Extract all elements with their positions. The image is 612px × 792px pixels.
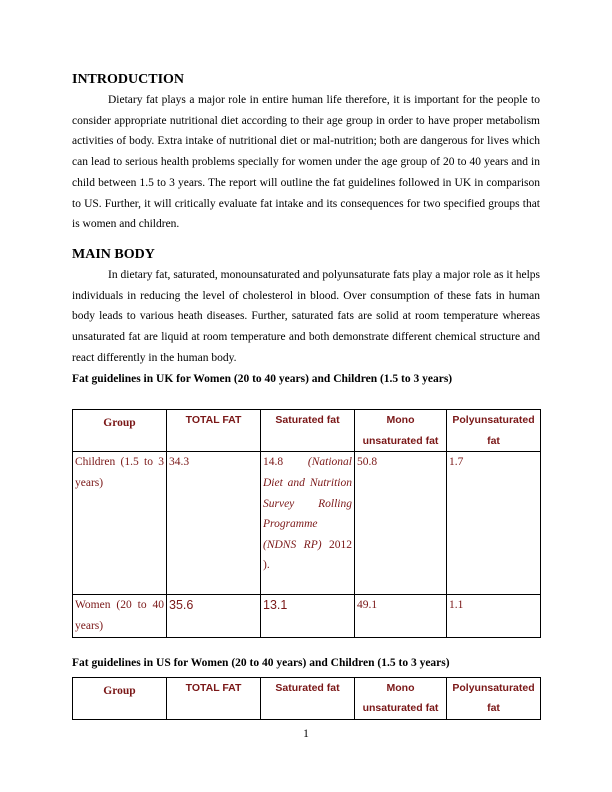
cell-polyunsaturated-fat: 1.7 xyxy=(447,452,541,595)
cell-group: Women (20 to 40 years) xyxy=(73,595,167,637)
header-saturated-fat: Saturated fat xyxy=(261,410,355,452)
cell-group: Children (1.5 to 3 years) xyxy=(73,452,167,595)
header-saturated-fat: Saturated fat xyxy=(261,677,355,719)
us-fat-table xyxy=(72,677,541,720)
cell-saturated-fat: 13.1 xyxy=(261,595,355,637)
cell-polyunsaturated-fat: 1.1 xyxy=(447,595,541,637)
us-table-caption: Fat guidelines in US for Women (20 to 40 years) and Children (1.5 to 3 years) xyxy=(72,656,450,669)
page-number: 1 xyxy=(303,728,309,740)
table-header-row xyxy=(73,677,541,719)
citation-source: (National Diet and Nutrition Survey Rolling Programme (NDNS RP) xyxy=(263,456,352,551)
header-mono-unsaturated-fat: Mono unsaturated fat xyxy=(355,677,447,719)
header-polyunsaturated-fat: Polyunsaturated fat xyxy=(447,410,541,452)
table-row xyxy=(73,452,541,595)
document-page xyxy=(72,70,540,720)
cell-total-fat: 34.3 xyxy=(167,452,261,595)
table-row xyxy=(73,595,541,637)
table-header-row xyxy=(73,410,541,452)
intro-heading: INTRODUCTION xyxy=(72,72,185,87)
header-total-fat: TOTAL FAT xyxy=(167,677,261,719)
header-total-fat: TOTAL FAT xyxy=(167,410,261,452)
uk-table-caption: Fat guidelines in UK for Women (20 to 40 years) and Children (1.5 to 3 years) xyxy=(72,373,453,386)
cell-mono-unsaturated-fat: 50.8 xyxy=(355,452,447,595)
header-mono-unsaturated-fat: Mono unsaturated fat xyxy=(355,410,447,452)
citation-year: 2012 xyxy=(329,538,353,551)
cell-mono-unsaturated-fat: 49.1 xyxy=(355,595,447,637)
citation-end: ). xyxy=(263,559,270,572)
main-body-paragraph: In dietary fat, saturated, monounsaturated and polyunsaturate fats play a major role as it helps individuals in reducing the level of cholesterol in blood. Over consumption of these fats in human body leads to various heath diseases. Further, saturated fats are solid at room temperature whereas unsaturated fat are liquid at room temperature and both demonstrate different chemical structure and react differently in the human body. xyxy=(72,268,540,364)
header-group: Group xyxy=(73,677,167,719)
header-polyunsaturated-fat: Polyunsaturated fat xyxy=(447,677,541,719)
cell-total-fat: 35.6 xyxy=(167,595,261,637)
main-body-heading: MAIN BODY xyxy=(72,246,155,262)
cell-saturated-fat xyxy=(261,452,355,595)
saturated-value: 14.8 xyxy=(263,456,284,469)
intro-paragraph: Dietary fat plays a major role in entire human life therefore, it is important for the people to consider appropriate nutritional diet according to their age group in order to have proper metabolism activities of body. Extra intake of nutritional diet or mal-nutrition; both are dangerous for lives which can lead to serious health problems specially for women under the age group of 20 to 40 years and in child between 1.5 to 3 years. The report will outline the fat guidelines followed in UK in comparison to US. Further, it will critically evaluate fat intake and its consequences for two specified groups that is women and children. xyxy=(72,94,540,231)
header-group: Group xyxy=(73,410,167,452)
uk-fat-table xyxy=(72,409,541,637)
